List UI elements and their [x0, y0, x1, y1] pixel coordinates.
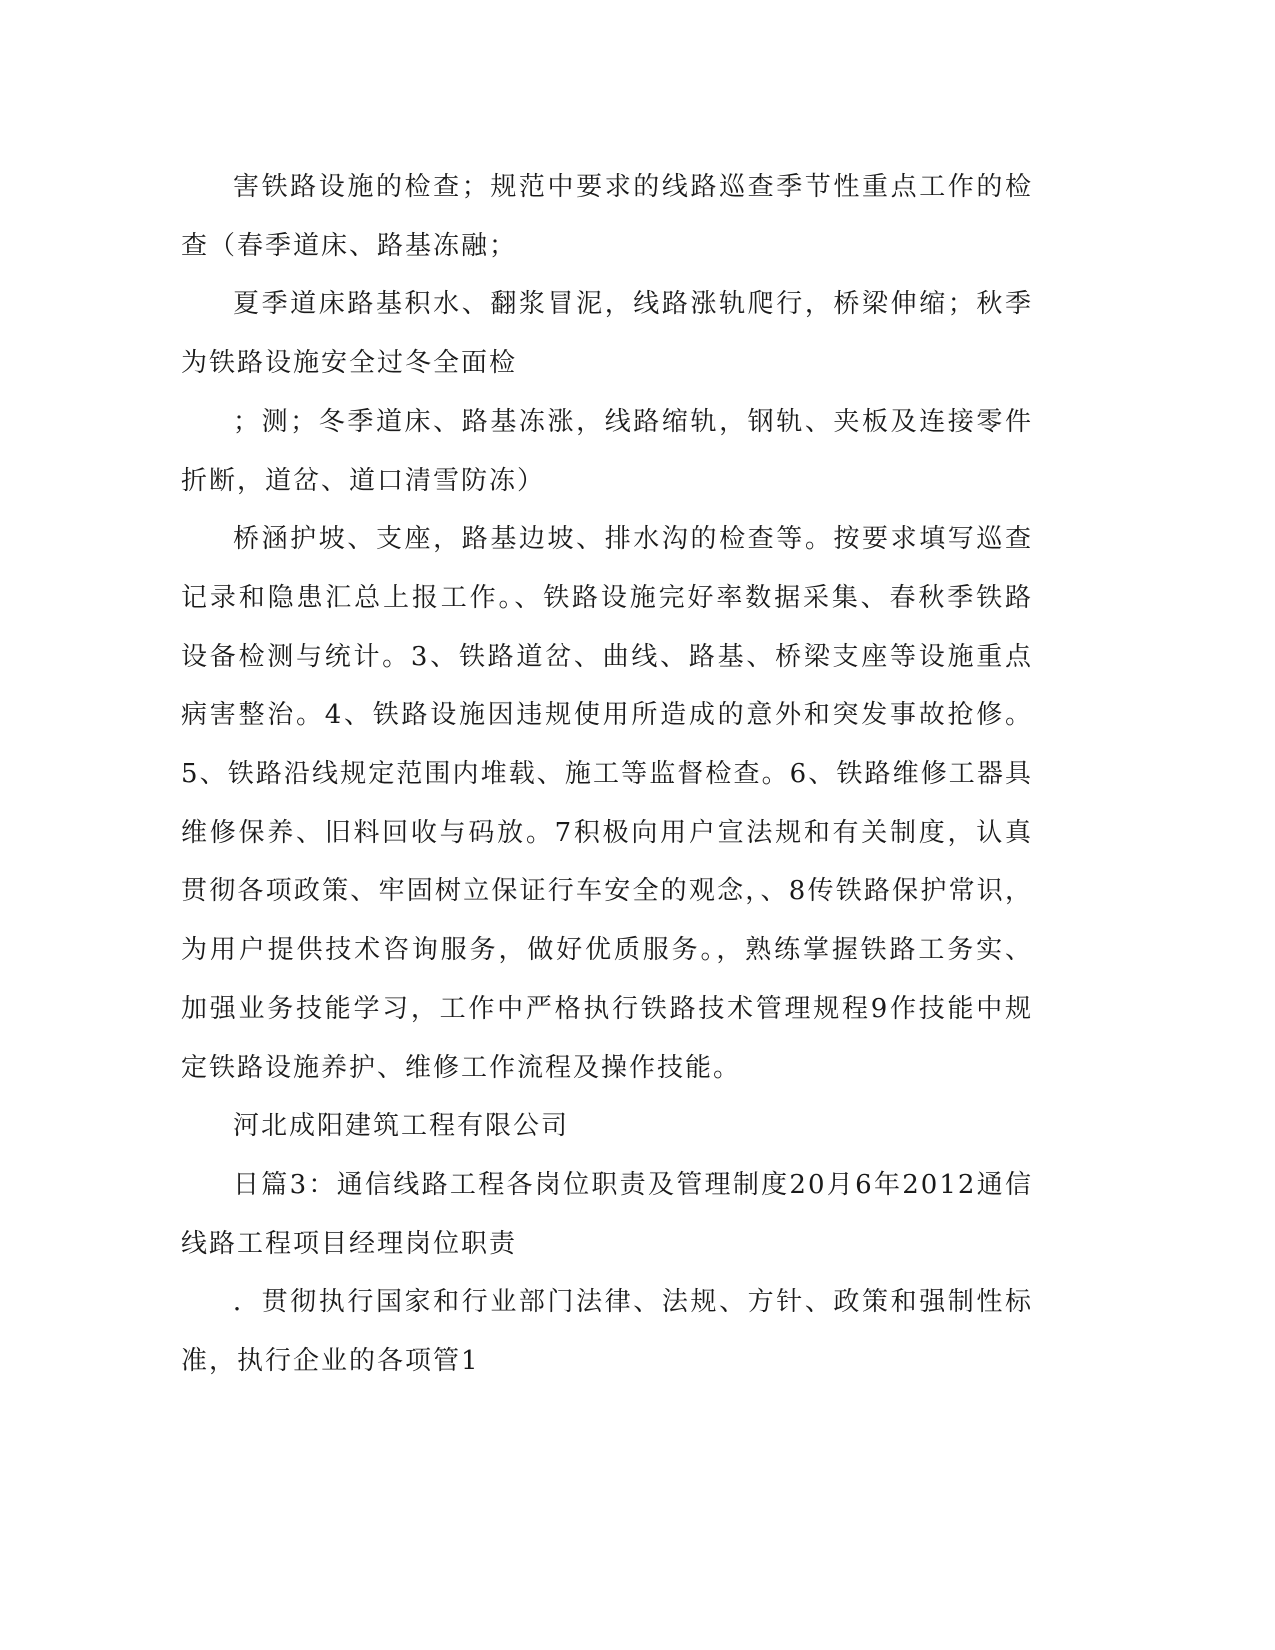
paragraph-summer-autumn: 夏季道床路基积水、翻浆冒泥，线路涨轨爬行，桥梁伸缩；秋季为铁路设施安全过冬全面检: [181, 289, 1033, 379]
paragraph-duties-list: 桥涵护坡、支座，路基边坡、排水沟的检查等。按要求填写巡查记录和隐患汇总上报工作。、铁路设施完好率数据采集、春秋季铁路设备检测与统计。3、铁路道岔、曲线、路基、桥梁支座等设施重点病害整治。4、铁路设施因违规使用所造成的意外和突发事故抢修。5、铁路沿线规定范围内堆载、施工等监督检查。6、铁路维修工器具维修保养、旧料回收与码放。7积极向用户宣法规和有关制度，认真贯彻各项政策、牢固树立保证行车安全的观念，、8传铁路保护常识，为用户提供技术咨询服务，做好优质服务。，熟练掌握铁路工务实、加强业务技能学习，工作中严格执行铁路技术管理规程9作技能中规定铁路设施养护、维修工作流程及操作技能。: [181, 524, 1033, 1083]
paragraph-inspection-items: 害铁路设施的检查；规范中要求的线路巡查季节性重点工作的检查（春季道床、路基冻融；: [181, 172, 1033, 261]
paragraph-manager-duty-1: ．贯彻执行国家和行业部门法律、法规、方针、政策和强制性标准，执行企业的各项管1: [181, 1287, 1033, 1377]
paragraph-section-heading: 日篇3：通信线路工程各岗位职责及管理制度20月6年2012通信线路工程项目经理岗位职责: [181, 1169, 1033, 1259]
paragraph-company-name: 河北成阳建筑工程有限公司: [233, 1111, 570, 1142]
paragraph-winter: ；测；冬季道床、路基冻涨，线路缩轨，钢轨、夹板及连接零件折断，道岔、道口清雪防冻）: [181, 406, 1033, 496]
document-body: [181, 158, 1033, 1391]
